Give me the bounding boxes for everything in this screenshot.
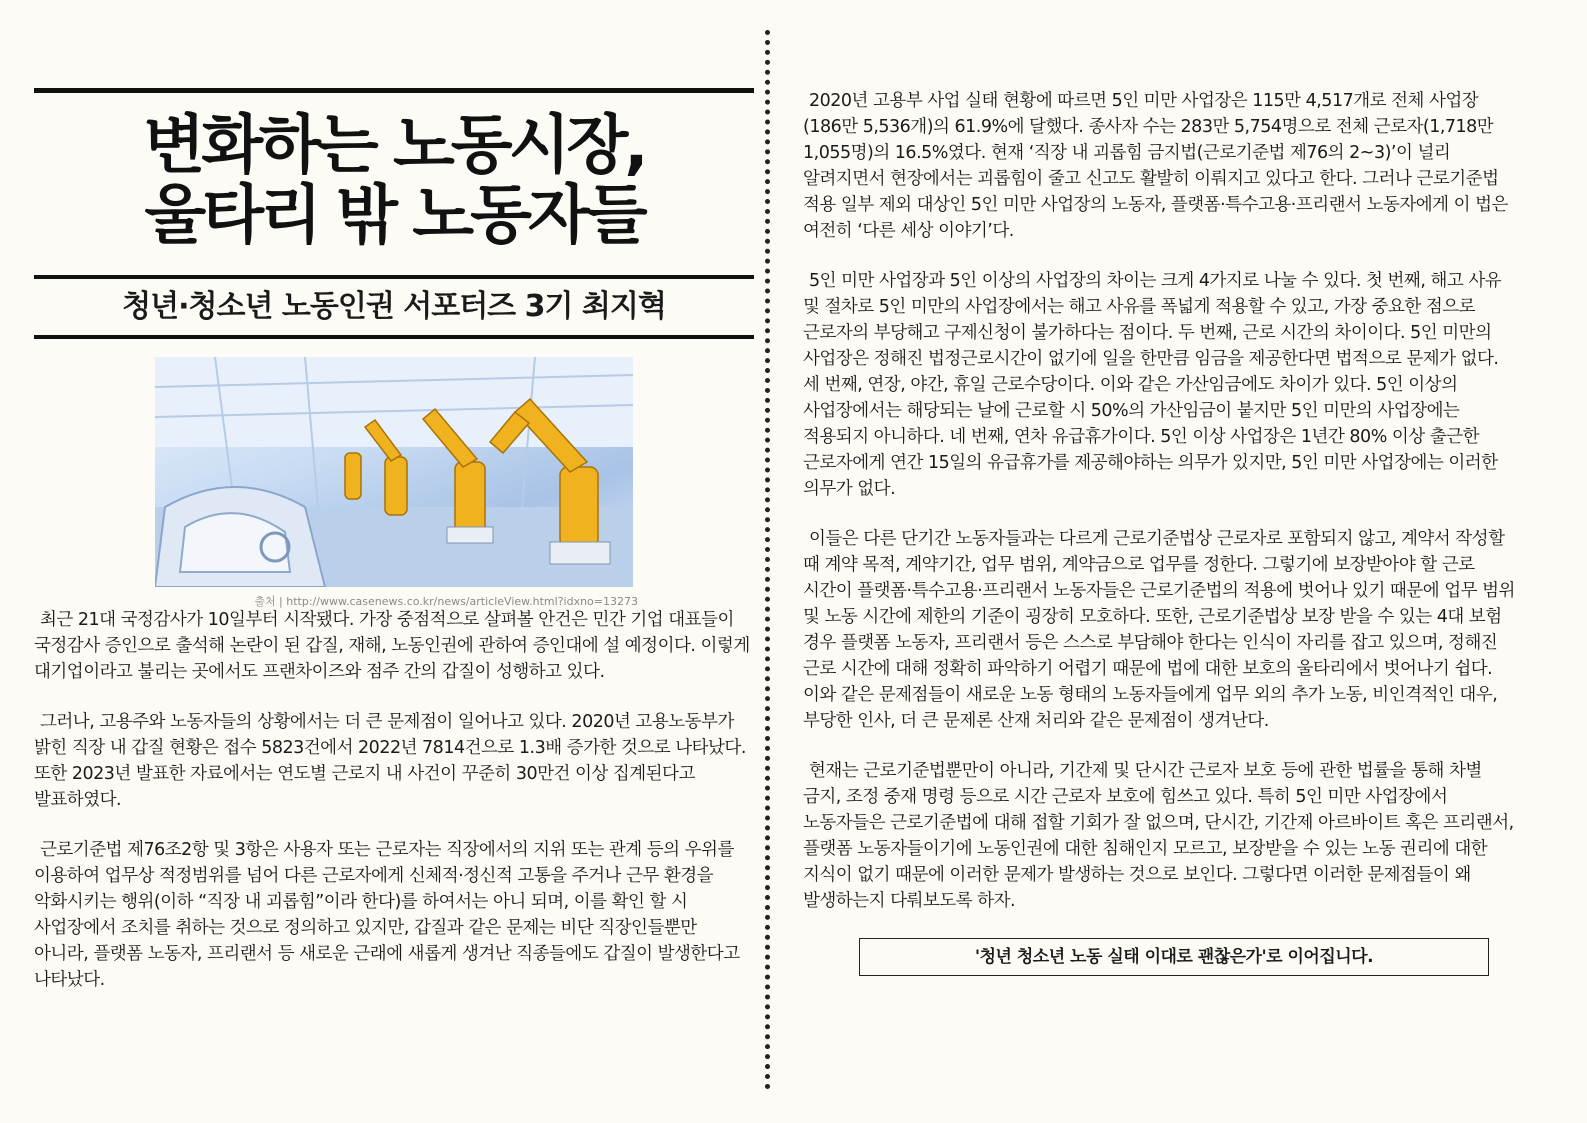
paragraph: 5인 미만 사업장과 5인 이상의 사업장의 차이는 크게 4가지로 나눌 수 있다. 첫 번째, 해고 사유 및 절차로 5인 미만의 사업장에서는 해고 사유를 폭넓게 적용할 수 있고, 가장 중요한 점으로 근로자의 부당해고 구제신청이 불가하다는 점이다. 두 번째, 근로 시간의 차이이다. 5인 미만의 사업장은 정해진 법정근로시간이 없기에 일을 한만큼 임금을 제공한다면 법적으로 문제가 없다. 세 번째, 연장, 야간, 휴일 근로수당이다. 이와 같은 가산임금에도 차이가 있다. 5인 이상의 사업장에서는 해당되는 날에 근로할 시 50%의 가산임금이 붙지만 5인 미만의 사업장에는 적용되지 아니하다. 네 번째, 연차 유급휴가이다. 5인 이상 사업장은 1년간 80% 이상 출근한 근로자에게 연간 15일의 유급휴가를 제공해야하는 의무가 있지만, 5인 미만 사업장에는 이러한 의무가 없다. xyxy=(803,271,1502,499)
paragraph: 현재는 근로기준법뿐만이 아니라, 기간제 및 단시간 근로자 보호 등에 관한 법률을 통해 차별 금지, 조정 중재 명령 등으로 시간 근로자 보호에 힘쓰고 있다. 특히 5인 미만 사업장에서 노동자들은 근로기준법에 대해 접할 기회가 잘 없으며, 단시간, 기간제 아르바이트 혹은 프리랜서, 플랫폼 노동자들이기에 노동인권에 대한 침해인지 모르고, 보장받을 수 있는 노동 권리에 대한 지식이 없기 때문에 이러한 문제가 발생하는 것으로 보인다. 그렇다면 이러한 문제점들이 왜 발생하는지 다뤄보도록 하자. xyxy=(803,761,1514,911)
left-body xyxy=(34,607,754,993)
left-column xyxy=(34,88,754,1017)
photo-caption: 출처 | http://www.casenews.co.kr/news/articleView.html?idxno=13273 xyxy=(254,595,638,608)
robot-arms-illustration xyxy=(155,357,633,587)
factory-robot-photo xyxy=(155,357,633,587)
continued-notice-box: '청년 청소년 노동 실태 이대로 괜찮은가'로 이어집니다. xyxy=(859,938,1489,976)
column-divider xyxy=(765,30,770,1090)
author-byline: 청년·청소년 노동인권 서포터즈 3기 최지혁 xyxy=(122,289,666,324)
paragraph: 그러나, 고용주와 노동자들의 상황에서는 더 큰 문제점이 일어나고 있다. 2020년 고용노동부가 밝힌 직장 내 갑질 현황은 접수 5823건에서 2022년 7814건으로 1.3배 증가한 것으로 나타났다. 또한 2023년 발표한 자료에서는 연도별 근로지 내 사건이 꾸준히 30만건 이상 집계된다고 발표하였다. xyxy=(34,712,746,810)
title-top-rule xyxy=(34,88,754,93)
paragraph: 최근 21대 국정감사가 10일부터 시작됐다. 가장 중점적으로 살펴볼 안건은 민간 기업 대표들이 국정감사 증인으로 출석해 논란이 된 갑질, 재해, 노동인권에 관하여 증인대에 설 예정이다. 이렇게 대기업이라고 불리는 곳에서도 프랜차이즈와 점주 간의 갑질이 성행하고 있다. xyxy=(34,610,750,682)
paragraph: 근로기준법 제76조2항 및 3항은 사용자 또는 근로자는 직장에서의 지위 또는 관계 등의 우위를 이용하여 업무상 적정범위를 넘어 다른 근로자에게 신체적·정신적 고통을 주거나 근무 환경을 악화시키는 행위(이하 “직장 내 괴롭힘”이라 한다)를 하여서는 아니 되며, 이를 확인 할 시 사업장에서 조치를 취하는 것으로 정의하고 있지만, 갑질과 같은 문제는 비단 직장인들뿐만 아니라, 플랫폼 노동자, 프리랜서 등 새로운 근래에 새롭게 생겨난 직종들에도 갑질이 발생한다고 나타났다. xyxy=(34,840,740,990)
title-line-2: 울타리 밖 노동자들 xyxy=(144,179,644,253)
article-title xyxy=(34,111,754,251)
title-line-1: 변화하는 노동시장, xyxy=(143,109,645,183)
right-body xyxy=(803,88,1519,914)
paragraph: 2020년 고용부 사업 실태 현황에 따르면 5인 미만 사업장은 115만 4,517개로 전체 사업장(186만 5,536개)의 61.9%에 달했다. 종사자 수는 283만 5,754명으로 전체 근로자(1,718만 1,055명)의 16.5%였다. 현재 ‘직장 내 괴롭힘 금지법(근로기준법 제76의 2~3)’이 널리 알려지면서 현장에서는 괴롭힘이 줄고 신고도 활발히 이뤄지고 있다고 한다. 그러나 근로기준법 적용 일부 제외 대상인 5인 미만 사업장의 노동자, 플랫폼·특수고용·프리랜서 노동자에게 이 법은 여전히 ‘다른 세상 이야기’다. xyxy=(803,91,1508,241)
byline-bottom-rule xyxy=(34,335,754,339)
right-column xyxy=(803,88,1519,976)
paragraph: 이들은 다른 단기간 노동자들과는 다르게 근로기준법상 근로자로 포함되지 않고, 계약서 작성할 때 계약 목적, 계약기간, 업무 범위, 계약금으로 업무를 정한다. 그렇기에 보장받아야 할 근로 시간이 플랫폼·특수고용·프리랜서 노동자들은 근로기준법의 적용에 벗어나 있기 때문에 업무 범위 및 노동 시간에 제한의 기준이 굉장히 모호하다. 또한, 근로기준법상 보장 받을 수 있는 4대 보험 경우 플랫폼 노동자, 프리랜서 등은 스스로 부담해야 한다는 인식이 자리를 잡고 있으며, 정해진 근로 시간에 대해 정확히 파악하기 어렵기 때문에 법에 대한 보호의 울타리에서 벗어나기 쉽다. 이와 같은 문제점들이 새로운 노동 형태의 노동자들에게 업무 외의 추가 노동, 비인격적인 대우, 부당한 인사, 더 큰 문제론 산재 처리와 같은 문제점이 생겨난다. xyxy=(803,529,1515,731)
